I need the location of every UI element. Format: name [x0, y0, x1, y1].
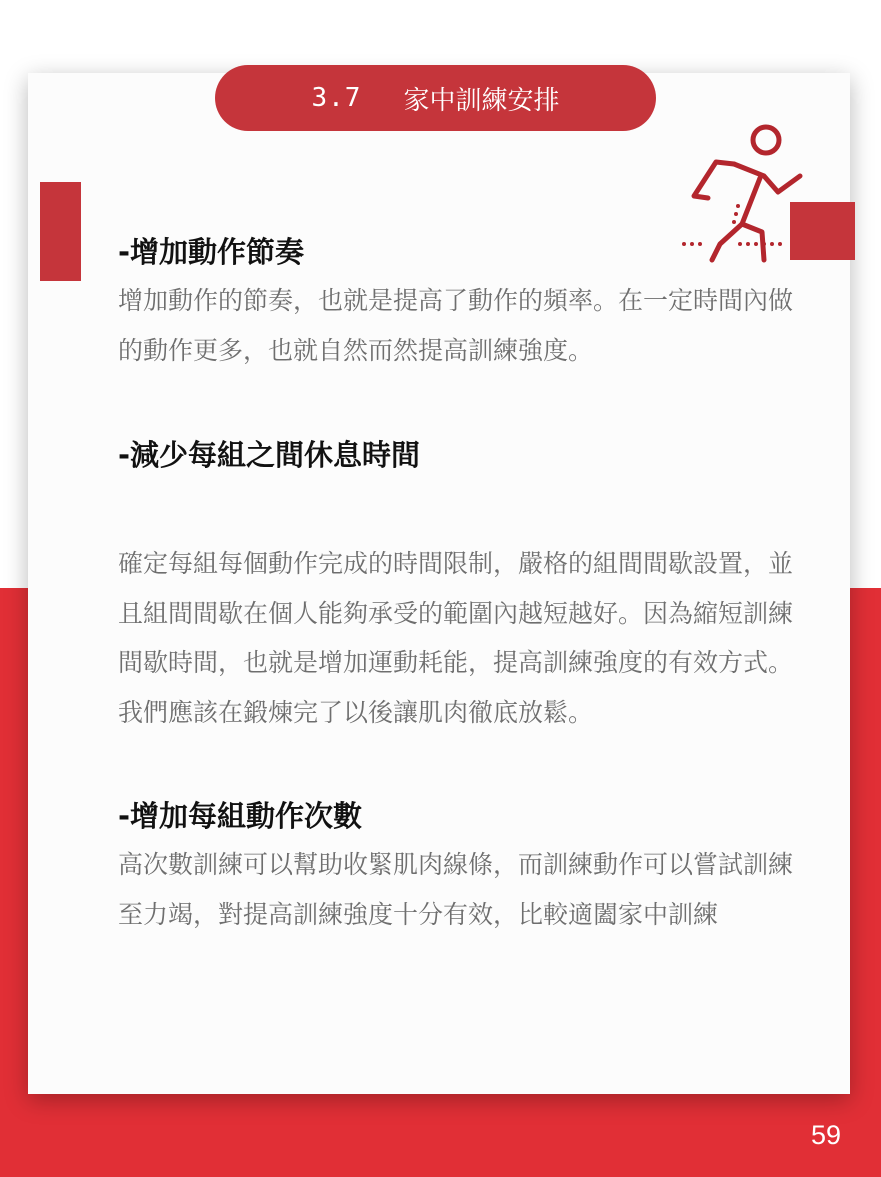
section-heading-rhythm: -增加動作節奏 — [118, 235, 305, 269]
main-content — [118, 228, 798, 939]
section-heading-reps: -增加每組動作次數 — [118, 799, 363, 833]
page-number: 59 — [810, 1120, 841, 1150]
section-title: 家中訓練安排 — [403, 85, 560, 116]
section-title-pill — [215, 65, 656, 131]
section-body-rhythm: 增加動作的節奏，也就是提高了動作的頻率。在一定時間內做的動作更多，也就自然而然提高訓練強度。 — [118, 286, 794, 365]
section-heading-rest: -減少每組之間休息時間 — [118, 438, 421, 472]
decorative-side-bar — [40, 182, 81, 281]
section-number: 3.7 — [311, 83, 362, 113]
section-body-reps: 高次數訓練可以幫助收緊肌肉線條，而訓練動作可以嘗試訓練至力竭，對提高訓練強度十分有效，比較適闔家中訓練 — [118, 850, 794, 929]
section-body-rest: 確定每組每個動作完成的時間限制，嚴格的組間間歇設置，並且組間間歇在個人能夠承受的範圍內越短越好。因為縮短訓練間歇時間，也就是增加運動耗能，提高訓練強度的有效方式。我們應該在鍛煉完了以後讓肌肉徹底放鬆。 — [118, 549, 794, 727]
